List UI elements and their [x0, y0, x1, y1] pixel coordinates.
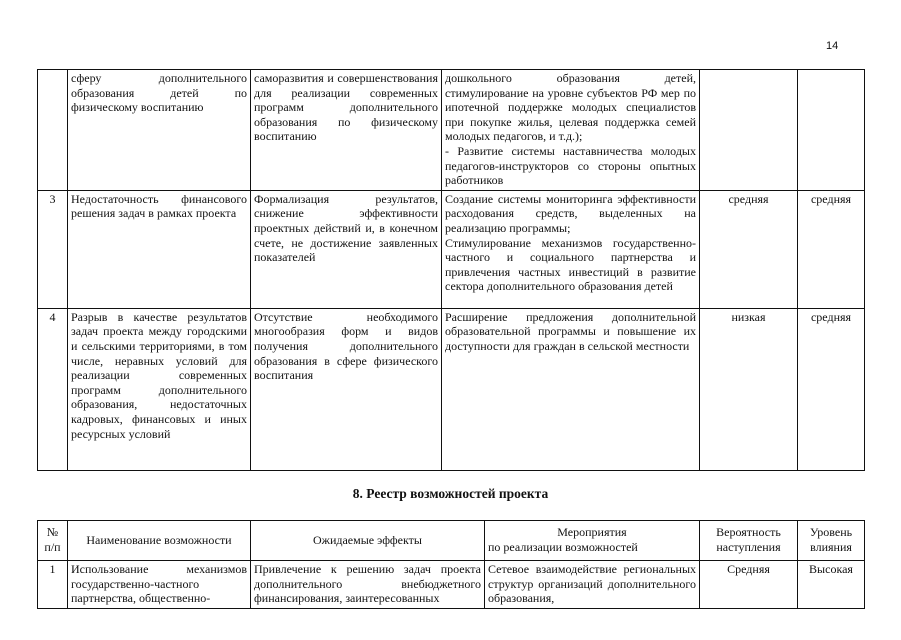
risk-number: [38, 70, 68, 191]
header-name: Наименование возможности: [68, 521, 251, 561]
risk-description: Недостаточность финансового решения задач в рамках проекта: [68, 190, 251, 308]
risk-table: [37, 69, 865, 471]
risk-impact: средняя: [798, 190, 865, 308]
risk-probability: низкая: [700, 308, 798, 470]
page-number: 14: [826, 40, 839, 52]
header-number: № п/п: [38, 521, 68, 561]
header-measures-line1: Мероприятия: [557, 525, 627, 540]
risk-description: сферу дополнительного образования детей по физическому воспитанию: [68, 70, 251, 191]
risk-measures: дошкольного образования детей, стимулирование на уровне субъектов РФ мер по ипотечной поддержке молодых специалистов при покупке жилья, целевая поддержка семей молодых педагогов, и т.д.); - Развитие системы наставничества молодых педагогов-инструкторов со стороны опытных работников: [442, 70, 700, 191]
opportunity-table: [37, 520, 865, 609]
header-measures: [485, 521, 700, 561]
table-row: [38, 70, 865, 191]
risk-impact: [798, 70, 865, 191]
opportunity-effects: Привлечение к решению задач проекта дополнительного внебюджетного финансирования, заинтересованных: [251, 561, 485, 609]
risk-consequences: Отсутствие необходимого многообразия форм и видов получения дополнительного образования в сфере физического воспитания: [251, 308, 442, 470]
header-effects: Ожидаемые эффекты: [251, 521, 485, 561]
opportunity-measures: Сетевое взаимодействие региональных структур организаций дополнительного образования,: [485, 561, 700, 609]
risk-measures: Создание системы мониторинга эффективности расходования средств, выделенных на реализацию программы; Стимулирование механизмов государственно-частного и социального партнерства и привлечения частных инвестиций в развитие сектора дополнительного образования детей: [442, 190, 700, 308]
table-row: [38, 561, 865, 609]
risk-measures: Расширение предложения дополнительной образовательной программы и повышение их доступности для граждан в сельской местности: [442, 308, 700, 470]
opportunity-probability: Средняя: [700, 561, 798, 609]
header-probability: Вероятность наступления: [700, 521, 798, 561]
risk-impact: средняя: [798, 308, 865, 470]
risk-description: Разрыв в качестве результатов задач проекта между городскими и сельскими территориями, в том числе, неравных условий для реализации современных программ дополнительного образования, недостаточных кадровых, финансовых и иных ресурсных условий: [68, 308, 251, 470]
header-impact: Уровень влияния: [798, 521, 865, 561]
table-header-row: [38, 521, 865, 561]
header-measures-line2: по реализации возможностей: [488, 540, 638, 554]
section-title: 8. Реестр возможностей проекта: [352, 486, 549, 501]
opportunity-impact: Высокая: [798, 561, 865, 609]
risk-consequences: саморазвития и совершенствования для реализации современных программ дополнительного образования по физическому воспитанию: [251, 70, 442, 191]
table-row: [38, 190, 865, 308]
risk-probability: [700, 70, 798, 191]
risk-probability: средняя: [700, 190, 798, 308]
opportunity-name: Использование механизмов государственно-частного партнерства, общественно-: [68, 561, 251, 609]
opportunity-number: 1: [38, 561, 68, 609]
risk-consequences: Формализация результатов, снижение эффективности проектных действий и, в конечном счете, не достижение заявленных показателей: [251, 190, 442, 308]
risk-number: 4: [38, 308, 68, 470]
table-row: [38, 308, 865, 470]
risk-number: 3: [38, 190, 68, 308]
